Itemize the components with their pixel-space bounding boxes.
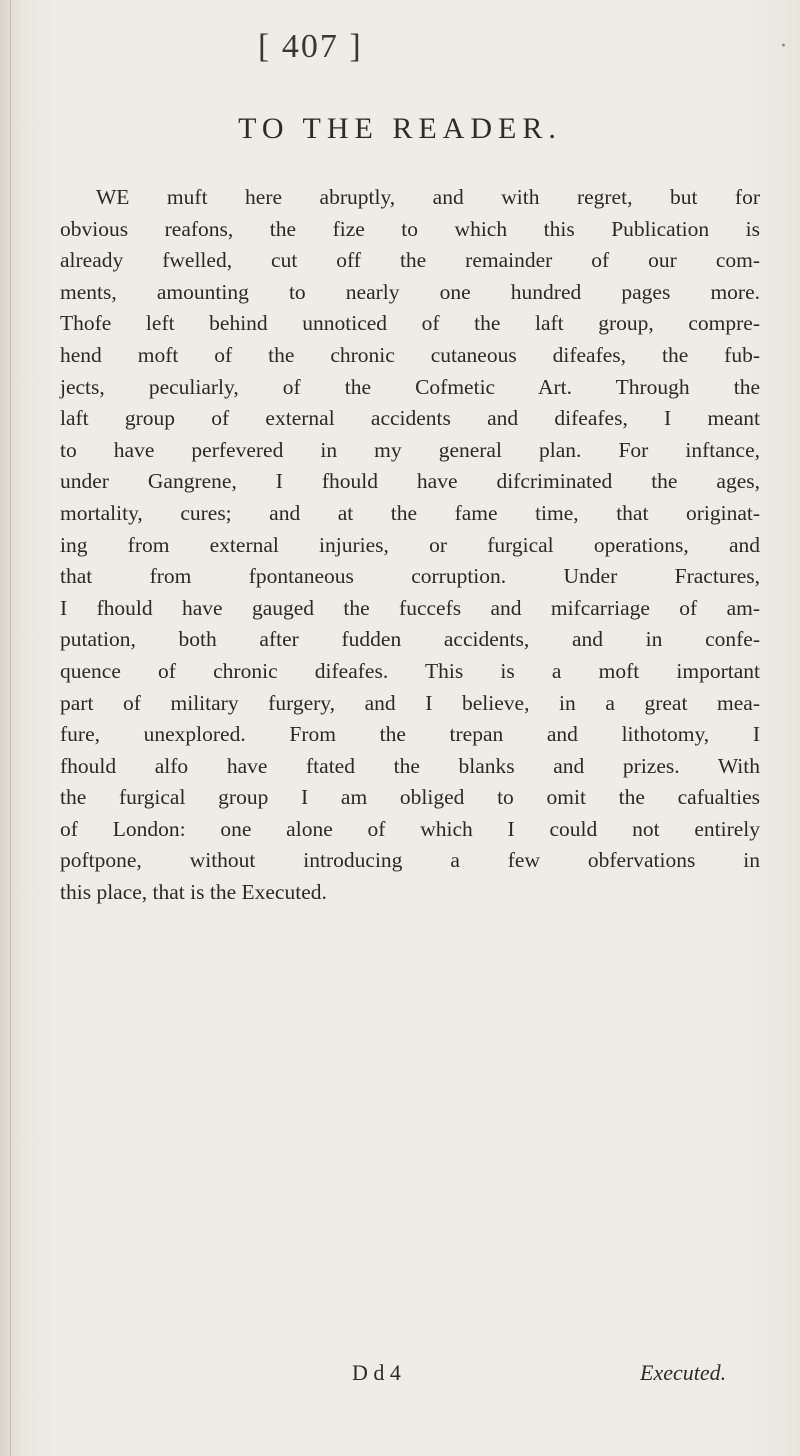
ink-mark: · xyxy=(780,34,787,59)
signature-mark: D d 4 xyxy=(352,1360,401,1385)
binding-gutter xyxy=(10,0,11,1456)
catchword: Executed. xyxy=(640,1360,727,1385)
text-line: fhould alfo have ftated the blanks and prizes. With xyxy=(60,753,760,778)
text-line: ing from external injuries, or furgical operations, and xyxy=(60,532,760,557)
page-number: [ 407 ] xyxy=(258,28,363,65)
section-title: TO THE READER. xyxy=(238,112,562,145)
text-line: I fhould have gauged the fuccefs and mifcarriage of am- xyxy=(60,595,760,620)
text-line: poftpone, without introducing a few obfervations in xyxy=(60,848,760,873)
text-line: WE muft here abruptly, and with regret, but for xyxy=(96,185,760,209)
body-text xyxy=(60,182,760,909)
text-line: that from fpontaneous corruption. Under Fractures, xyxy=(60,564,760,589)
text-line: hend moft of the chronic cutaneous difeafes, the fub- xyxy=(60,342,760,367)
page-header xyxy=(0,28,800,72)
text-line: already fwelled, cut off the remainder of our com- xyxy=(60,248,760,273)
text-line: jects, peculiarly, of the Cofmetic Art. Through the xyxy=(60,374,760,399)
text-line: obvious reafons, the fize to which this Publication is xyxy=(60,216,760,241)
text-line: Thofe left behind unnoticed of the laft group, compre- xyxy=(60,311,760,336)
text-line: laft group of external accidents and difeafes, I meant xyxy=(60,406,760,431)
text-line: quence of chronic difeafes. This is a moft important xyxy=(60,658,760,683)
text-line: of London: one alone of which I could not entirely xyxy=(60,816,760,841)
page-footer xyxy=(0,1360,800,1400)
text-line: ments, amounting to nearly one hundred pages more. xyxy=(60,279,760,304)
text-line: putation, both after fudden accidents, and in confe- xyxy=(60,627,760,652)
text-line: part of military furgery, and I believe, in a great mea- xyxy=(60,690,760,715)
text-line: mortality, cures; and at the fame time, that originat- xyxy=(60,500,760,525)
text-line: to have perfevered in my general plan. For inftance, xyxy=(60,437,760,462)
text-line: this place, that is the Executed. xyxy=(60,880,327,905)
text-line: the furgical group I am obliged to omit the cafualties xyxy=(60,785,760,810)
text-line: fure, unexplored. From the trepan and lithotomy, I xyxy=(60,722,760,747)
text-line: under Gangrene, I fhould have difcriminated the ages, xyxy=(60,469,760,494)
